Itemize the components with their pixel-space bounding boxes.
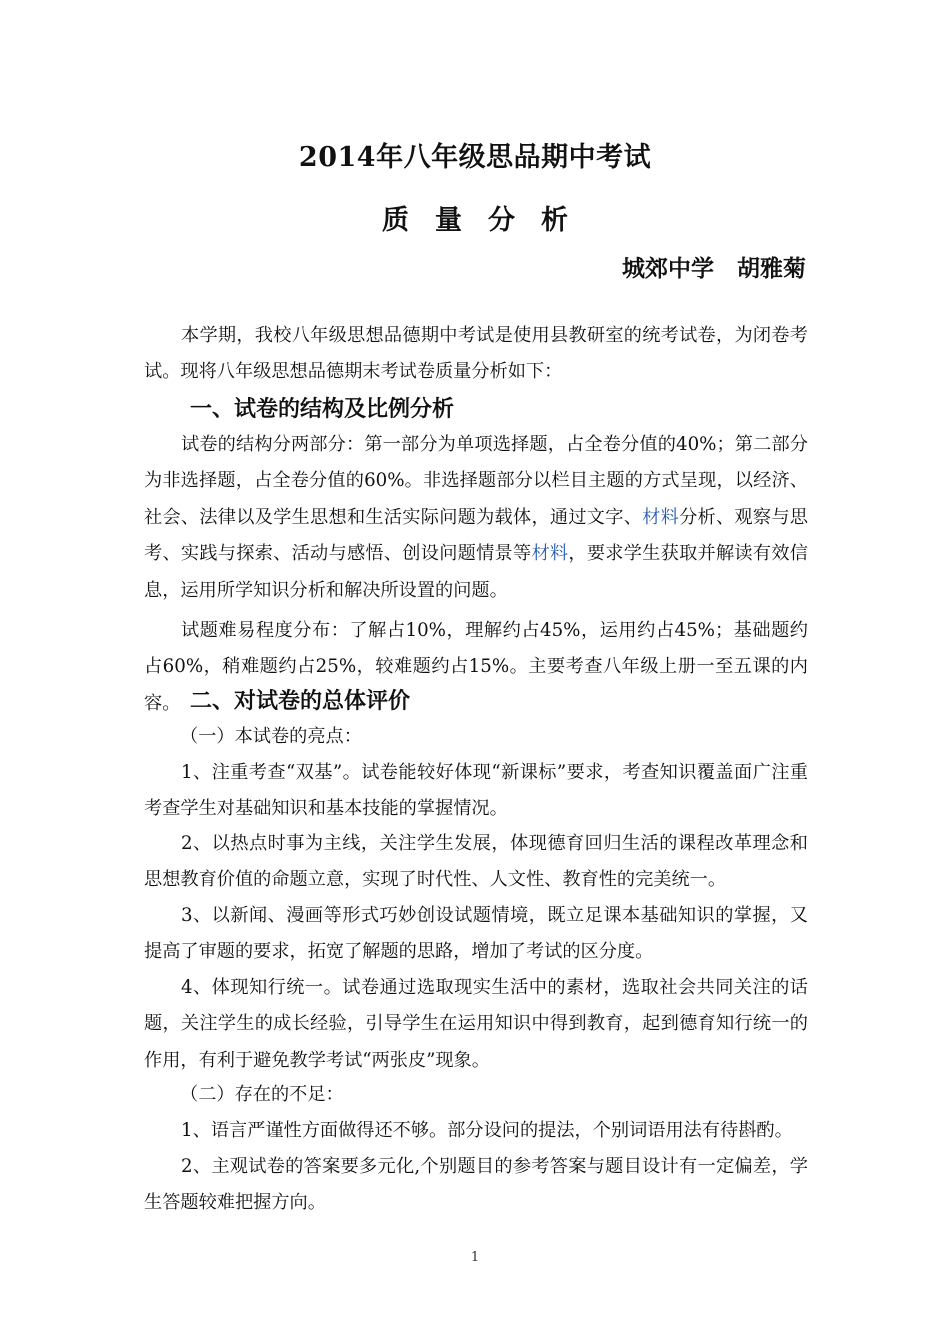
material-link[interactable]: 材料	[531, 543, 569, 565]
document-title: 2014年八年级思品期中考试	[298, 142, 652, 173]
highlight-item-2: 2、以热点时事为主线，关注学生发展，体现德育回归生活的课程改革理念和思想教育价值的命题立意，实现了时代性、人文性、教育性的完美统一。	[144, 833, 808, 891]
text-run: 分析、观察与思考、实践与探索、活动与感悟、创设问题情景等	[144, 506, 808, 565]
text-run: 试卷的结构分两部分：第一部分为单项选择题，占全卷分值的40%；第二部分为非选择题，占全卷分值的60%。非选择题部分以栏目主题的方式呈现，以经济、社会、法律以及学生思想和生活实际问题为载体，通过文字、	[144, 434, 808, 528]
highlight-item-3: 3、以新闻、漫画等形式巧妙创设试题情境，既立足课本基础知识的掌握，又提高了审题的要求，拓宽了解题的思路，增加了考试的区分度。	[144, 905, 808, 963]
subtitle-char: 分	[488, 205, 515, 236]
section2-heading: 二、对试卷的总体评价	[190, 688, 411, 714]
subtitle-char: 质	[382, 205, 409, 236]
document-subtitle	[0, 198, 950, 237]
highlights-subheading: （一）本试卷的亮点：	[180, 726, 362, 747]
section1-heading: 一、试卷的结构及比例分析	[190, 396, 455, 422]
text-run: ，要求学生获取并解读有效信息，运用所学知识分析和解决所设置的问题。	[144, 543, 808, 601]
shortcomings-subheading: （二）存在的不足：	[180, 1084, 344, 1105]
material-link[interactable]: 材料	[642, 506, 680, 528]
subtitle-char: 析	[541, 205, 568, 236]
shortcoming-item-2: 2、主观试卷的答案要多元化,个别题目的参考答案与题目设计有一定偏差，学生答题较难把握方向。	[144, 1156, 808, 1214]
page-number: 1	[470, 1250, 480, 1265]
section1-paragraph-2: 试题难易程度分布：了解占10%，理解约占45%，运用约占45%；基础题约占60%，稍难题约占25%，较难题约占15%。主要考查八年级上册一至五课的内容。	[144, 620, 808, 714]
intro-paragraph: 本学期，我校八年级思想品德期中考试是使用县教研室的统考试卷，为闭卷考试。现将八年级思想品德期末考试卷质量分析如下：	[144, 325, 808, 383]
highlight-item-4: 4、体现知行统一。试卷通过选取现实生活中的素材，选取社会共同关注的话题，关注学生的成长经验，引导学生在运用知识中得到教育，起到德育知行统一的作用，有利于避免教学考试“两张皮”现象。	[144, 977, 808, 1071]
shortcoming-item-1: 1、语言严谨性方面做得还不够。部分设问的提法，个别词语用法有待斟酌。	[181, 1120, 793, 1141]
subtitle-char: 量	[435, 205, 462, 236]
author-line: 城郊中学 胡雅菊	[622, 255, 806, 282]
section1-paragraph-1	[144, 427, 808, 609]
highlight-item-1: 1、注重考查“双基”。试卷能较好体现“新课标”要求，考查知识覆盖面广注重考查学生对基础知识和基本技能的掌握情况。	[144, 762, 808, 820]
